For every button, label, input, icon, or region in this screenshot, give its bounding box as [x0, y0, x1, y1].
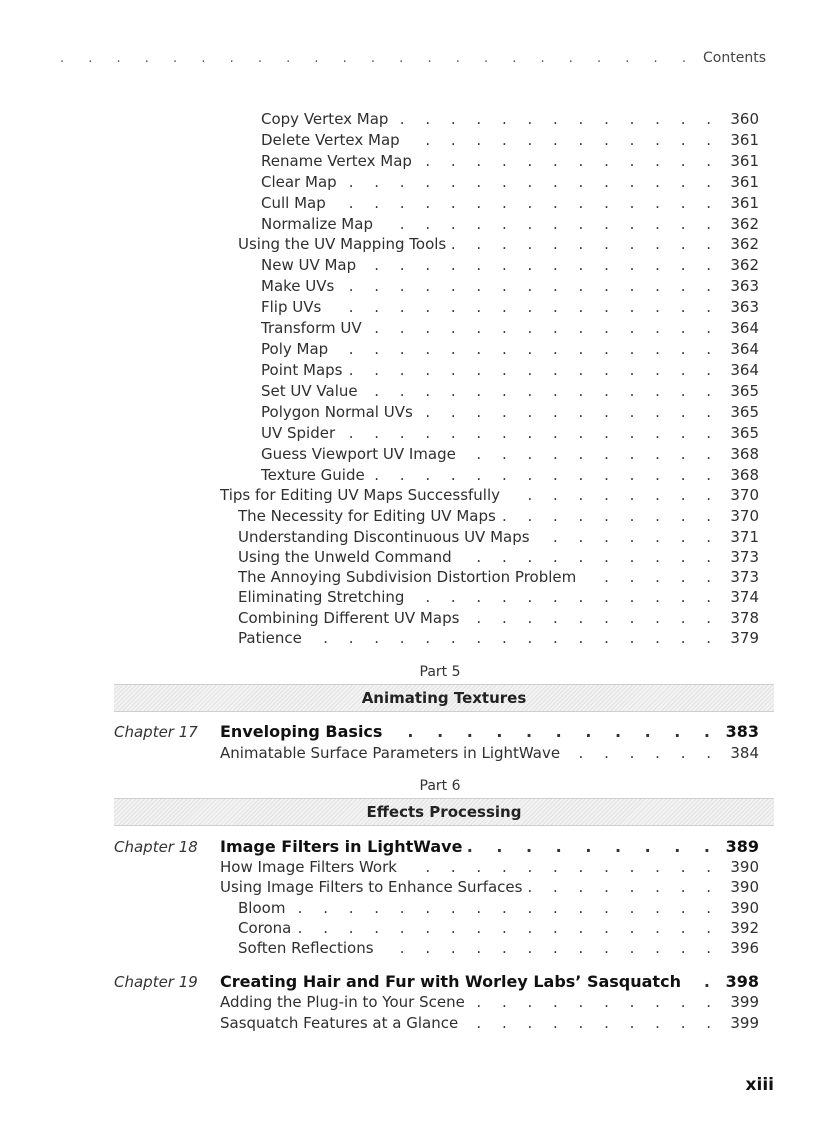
- entry-page: 362: [730, 215, 759, 233]
- leader-dots: [582, 567, 719, 587]
- leader-dots: [458, 547, 719, 567]
- chapter-entry[interactable]: [220, 972, 759, 992]
- toc-entry[interactable]: [261, 276, 759, 296]
- entry-page: 365: [730, 424, 759, 442]
- entry-page: 365: [730, 382, 759, 400]
- toc-entry[interactable]: [261, 214, 759, 234]
- chapter-entry[interactable]: [220, 722, 759, 742]
- entry-title: Rename Vertex Map: [261, 152, 412, 170]
- entry-title: Using the UV Mapping Tools: [238, 235, 447, 253]
- part-title: Animating Textures: [361, 689, 527, 707]
- chapter-number: Chapter 18: [114, 838, 198, 856]
- entry-title: Clear Map: [261, 173, 337, 191]
- part-title-band: [114, 798, 774, 826]
- toc-entry[interactable]: [220, 857, 759, 877]
- leader-dots: [465, 608, 719, 628]
- entry-title: Eliminating Stretching: [238, 588, 405, 606]
- chapter-page: 398: [725, 972, 759, 991]
- toc-entry[interactable]: [261, 402, 759, 422]
- toc-entry[interactable]: [220, 992, 759, 1012]
- toc-entry[interactable]: [238, 938, 759, 958]
- leader-dots: [340, 276, 719, 296]
- leader-dots: [348, 360, 719, 380]
- leader-dots: [362, 255, 719, 275]
- toc-entry[interactable]: [220, 877, 759, 897]
- entry-page: 363: [730, 298, 759, 316]
- entry-title: Animatable Surface Parameters in LightWave: [220, 744, 561, 762]
- entry-title: Delete Vertex Map: [261, 131, 400, 149]
- toc-entry[interactable]: [261, 193, 759, 213]
- entry-page: 390: [730, 899, 759, 917]
- entry-page: 392: [730, 919, 759, 937]
- leader-dots: [343, 172, 719, 192]
- chapter-title: Enveloping Basics: [220, 722, 383, 741]
- leader-dots: [291, 898, 719, 918]
- entry-title: Using the Unweld Command: [238, 548, 452, 566]
- toc-entry[interactable]: [261, 151, 759, 171]
- entry-title: The Necessity for Editing UV Maps: [238, 507, 496, 525]
- entry-page: 379: [730, 629, 759, 647]
- entry-page: 373: [730, 568, 759, 586]
- toc-entry[interactable]: [261, 255, 759, 275]
- entry-page: 370: [730, 507, 759, 525]
- entry-page: 364: [730, 361, 759, 379]
- leader-dots: [368, 318, 719, 338]
- leader-dots: [502, 506, 719, 526]
- toc-entry[interactable]: [261, 318, 759, 338]
- entry-title: Adding the Plug-in to Your Scene: [220, 993, 465, 1011]
- entry-title: Polygon Normal UVs: [261, 403, 413, 421]
- entry-page: 384: [730, 744, 759, 762]
- leader-dots: [379, 214, 719, 234]
- entry-title: Tips for Editing UV Maps Successfully: [220, 486, 501, 504]
- leader-dots: [471, 992, 719, 1012]
- leader-dots: [687, 972, 719, 992]
- toc-entry[interactable]: [238, 547, 759, 567]
- entry-title: Combining Different UV Maps: [238, 609, 460, 627]
- leader-dots: [371, 465, 719, 485]
- chapter-title: Image Filters in LightWave: [220, 837, 463, 856]
- entry-title: Poly Map: [261, 340, 329, 358]
- entry-title: Make UVs: [261, 277, 335, 295]
- entry-page: 360: [730, 110, 759, 128]
- leader-dots: [341, 423, 719, 443]
- leader-dots: [419, 402, 719, 422]
- entry-title: Using Image Filters to Enhance Surfaces: [220, 878, 523, 896]
- entry-title: Cull Map: [261, 194, 326, 212]
- entry-page: 364: [730, 319, 759, 337]
- toc-entry[interactable]: [261, 130, 759, 150]
- entry-title: The Annoying Subdivision Distortion Problem: [238, 568, 577, 586]
- part-label: Part 6: [419, 778, 461, 794]
- leader-dots: [536, 527, 719, 547]
- entry-page: 370: [730, 486, 759, 504]
- leader-dots: [462, 444, 719, 464]
- entry-title: Transform UV: [261, 319, 362, 337]
- entry-page: 362: [730, 235, 759, 253]
- entry-title: UV Spider: [261, 424, 336, 442]
- entry-page: 362: [730, 256, 759, 274]
- running-head-title: Contents: [703, 50, 766, 66]
- entry-page: 363: [730, 277, 759, 295]
- leader-dots: [60, 51, 693, 66]
- toc-entry[interactable]: [261, 360, 759, 380]
- chapter-page: 383: [725, 722, 759, 741]
- toc-entry[interactable]: [238, 567, 759, 587]
- entry-title: Bloom: [238, 899, 286, 917]
- entry-title: Soften Reflections: [238, 939, 374, 957]
- toc-entry[interactable]: [261, 381, 759, 401]
- entry-page: 368: [730, 445, 759, 463]
- chapter-page: 389: [725, 837, 759, 856]
- leader-dots: [394, 109, 719, 129]
- entry-page: 364: [730, 340, 759, 358]
- leader-dots: [418, 151, 719, 171]
- chapter-number: Chapter 17: [114, 723, 198, 741]
- chapter-entry[interactable]: [220, 837, 759, 857]
- leader-dots: [506, 485, 719, 505]
- leader-dots: [297, 918, 719, 938]
- entry-title: Point Maps: [261, 361, 343, 379]
- leader-dots: [334, 339, 719, 359]
- leader-dots: [468, 837, 719, 857]
- toc-entry[interactable]: [238, 918, 759, 938]
- part-title-band: [114, 684, 774, 712]
- toc-entry[interactable]: [238, 527, 759, 547]
- entry-page: 378: [730, 609, 759, 627]
- entry-title: Copy Vertex Map: [261, 110, 389, 128]
- toc-entry[interactable]: [261, 423, 759, 443]
- part-label: Part 5: [419, 664, 461, 680]
- entry-title: Flip UVs: [261, 298, 322, 316]
- entry-page: 361: [730, 173, 759, 191]
- running-head: [60, 48, 766, 68]
- toc-entry[interactable]: [261, 465, 759, 485]
- entry-page: 396: [730, 939, 759, 957]
- leader-dots: [452, 234, 719, 254]
- entry-title: Understanding Discontinuous UV Maps: [238, 528, 530, 546]
- toc-entry[interactable]: [238, 587, 759, 607]
- entry-page: 373: [730, 548, 759, 566]
- leader-dots: [566, 743, 719, 763]
- leader-dots: [410, 587, 719, 607]
- leader-dots: [528, 877, 719, 897]
- chapter-title: Creating Hair and Fur with Worley Labs’ Sasquatch: [220, 972, 681, 991]
- leader-dots: [327, 297, 719, 317]
- entry-page: 374: [730, 588, 759, 606]
- entry-page: 399: [730, 1014, 759, 1032]
- entry-page: 361: [730, 194, 759, 212]
- toc-entry[interactable]: [220, 485, 759, 505]
- leader-dots: [308, 628, 719, 648]
- entry-page: 361: [730, 152, 759, 170]
- page-number: xiii: [745, 1075, 774, 1095]
- toc-entry[interactable]: [261, 444, 759, 464]
- toc-entry[interactable]: [261, 172, 759, 192]
- entry-page: 365: [730, 403, 759, 421]
- entry-title: Set UV Value: [261, 382, 358, 400]
- entry-page: 371: [730, 528, 759, 546]
- entry-title: Sasquatch Features at a Glance: [220, 1014, 459, 1032]
- leader-dots: [464, 1013, 719, 1033]
- toc-entry[interactable]: [220, 743, 759, 763]
- leader-dots: [406, 130, 719, 150]
- toc-entry[interactable]: [238, 628, 759, 648]
- leader-dots: [332, 193, 719, 213]
- toc-entry[interactable]: [261, 339, 759, 359]
- part-title: Effects Processing: [366, 803, 522, 821]
- toc-entry[interactable]: [261, 297, 759, 317]
- entry-title: New UV Map: [261, 256, 357, 274]
- entry-title: Normalize Map: [261, 215, 373, 233]
- entry-title: Guess Viewport UV Image: [261, 445, 456, 463]
- leader-dots: [388, 722, 719, 742]
- entry-page: 361: [730, 131, 759, 149]
- chapter-number: Chapter 19: [114, 973, 198, 991]
- entry-title: How Image Filters Work: [220, 858, 397, 876]
- toc-entry[interactable]: [238, 234, 759, 254]
- leader-dots: [403, 857, 719, 877]
- entry-title: Patience: [238, 629, 302, 647]
- leader-dots: [380, 938, 719, 958]
- toc-entry[interactable]: [238, 608, 759, 628]
- leader-dots: [364, 381, 719, 401]
- entry-page: 390: [730, 858, 759, 876]
- entry-title: Texture Guide: [261, 466, 365, 484]
- toc-entry[interactable]: [238, 506, 759, 526]
- toc-entry[interactable]: [261, 109, 759, 129]
- entry-page: 399: [730, 993, 759, 1011]
- entry-page: 368: [730, 466, 759, 484]
- entry-title: Corona: [238, 919, 292, 937]
- toc-entry[interactable]: [238, 898, 759, 918]
- entry-page: 390: [730, 878, 759, 896]
- toc-entry[interactable]: [220, 1013, 759, 1033]
